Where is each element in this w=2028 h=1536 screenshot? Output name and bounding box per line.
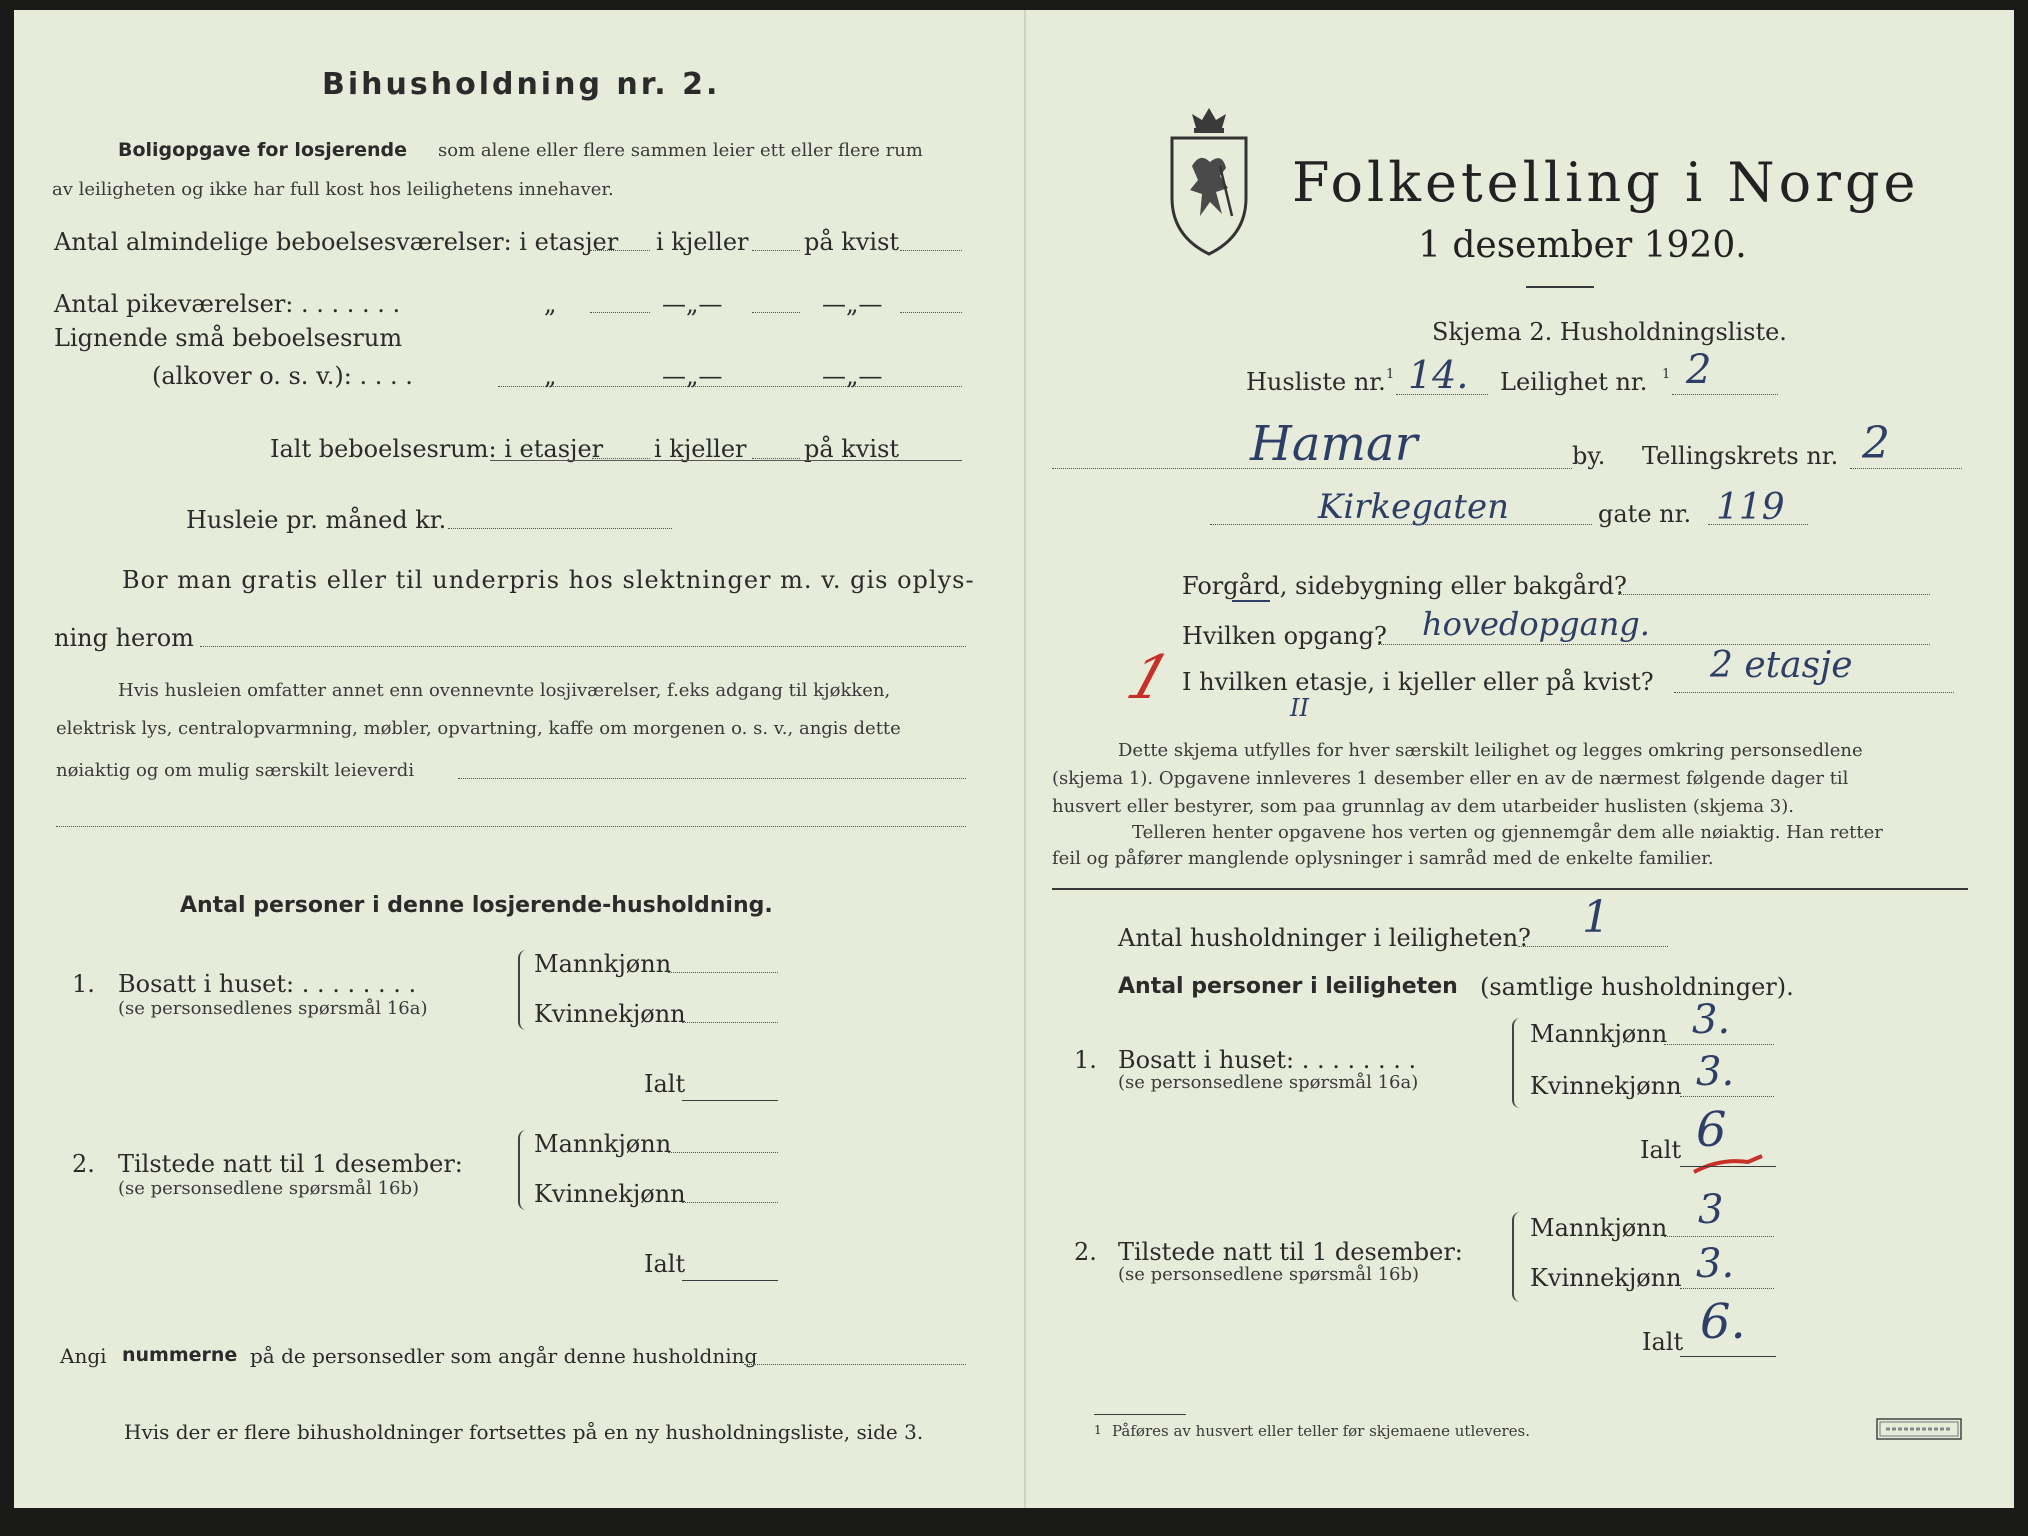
left-q1-label: Bosatt i huset: . . . . . . . . — [118, 970, 417, 998]
gratis-line — [200, 646, 966, 647]
intro-text-1: som alene eller flere sammen leier ett eller flere rum — [438, 140, 923, 161]
lign-ditto-3: —„— — [822, 362, 883, 390]
angi-line — [744, 1364, 966, 1365]
right-q2-num: 2. — [1074, 1238, 1097, 1266]
lign-line — [498, 386, 962, 387]
red-mark: 1 — [1118, 643, 1180, 713]
ialt-line-2 — [752, 458, 800, 459]
title-divider — [1526, 286, 1594, 288]
left-q1-kvinne: Kvinnekjønn — [534, 1000, 686, 1028]
lign-label-2: (alkover o. s. v.): . . . . — [152, 362, 413, 390]
norway-coat-of-arms-icon — [1166, 106, 1252, 258]
pike-line-1 — [590, 312, 650, 313]
right-q2-mann-value: 3 — [1698, 1187, 1724, 1233]
by-value: Hamar — [1250, 416, 1418, 472]
by-line — [1052, 468, 1572, 469]
pike-line-3 — [900, 312, 962, 313]
left-q2-mann-line — [668, 1152, 778, 1153]
etasje-label: I hvilken etasje, i kjeller eller på kvist? — [1182, 668, 1654, 696]
gate-line — [1210, 524, 1592, 525]
hush-value: 1 — [1582, 892, 1610, 943]
left-q1-ialt: Ialt — [644, 1070, 686, 1098]
ialt-underline — [490, 460, 962, 461]
by-label: by. — [1572, 442, 1606, 470]
left-q2-ialt-line — [682, 1280, 778, 1281]
rooms-kjeller-label: i kjeller — [656, 228, 749, 256]
right-q1-brace — [1512, 1018, 1524, 1108]
husliste-sup: 1 — [1386, 367, 1395, 382]
info-text-2: (skjema 1). Opgavene innleveres 1 desember eller en av de nærmest følgende dager til — [1052, 768, 1849, 789]
pike-label: Antal pikeværelser: . . . . . . . — [54, 290, 401, 318]
krets-value: 2 — [1862, 418, 1890, 469]
left-q1-mann: Mannkjønn — [534, 950, 672, 978]
pike-ditto-2: —„— — [662, 290, 723, 318]
husleie-label: Husleie pr. måned kr. — [186, 506, 447, 534]
hvis-text-2: elektrisk lys, centralopvarmning, møbler, opvartning, kaffe om morgenen o. s. v., angis dette — [56, 718, 901, 739]
right-q2-ialt: Ialt — [1642, 1328, 1684, 1356]
ialt-kjeller-label: i kjeller — [654, 435, 747, 463]
hvis-line-2 — [56, 826, 966, 827]
hush-label: Antal husholdninger i leiligheten? — [1118, 924, 1531, 952]
intro-bold: Boligopgave for losjerende — [118, 139, 407, 161]
left-q1-mann-line — [668, 972, 778, 973]
angi-pre: Angi — [60, 1344, 107, 1368]
left-persons-title: Antal personer i denne losjerende-husholdning. — [180, 893, 773, 918]
hush-line — [1518, 946, 1668, 947]
census-date: 1 desember 1920. — [1418, 225, 1747, 266]
left-q2-sub: (se personsedlene spørsmål 16b) — [118, 1178, 420, 1199]
leilighet-label: Leilighet nr. — [1500, 368, 1648, 396]
angi-rest: på de personsedler som angår denne husholdning — [250, 1344, 758, 1368]
footnote-num: 1 — [1094, 1423, 1102, 1437]
info-text-1: Dette skjema utfylles for hver særskilt leilighet og legges omkring personsedlene — [1118, 740, 1863, 761]
rooms-label: Antal almindelige beboelsesværelser: i etasjer — [54, 228, 619, 256]
lign-ditto-2: —„— — [662, 362, 723, 390]
right-q2-ialt-line — [1680, 1356, 1776, 1357]
right-q1-mann: Mannkjønn — [1530, 1020, 1668, 1048]
hvis-text-3: nøiaktig og om mulig særskilt leieverdi — [56, 760, 415, 781]
printer-stamp-icon — [1876, 1418, 1962, 1440]
right-q1-mann-line — [1664, 1044, 1774, 1045]
krets-line — [1850, 468, 1962, 469]
footnote-rule — [1094, 1414, 1186, 1415]
husliste-value: 14. — [1408, 353, 1469, 397]
pike-line-2 — [752, 312, 800, 313]
gratis-text-2: ning herom — [54, 624, 194, 652]
skjema-label: Skjema 2. Husholdningsliste. — [1432, 318, 1787, 346]
info-text-3: husvert eller bestyrer, som paa grunnlag av dem utarbeider huslisten (skjema 3). — [1052, 796, 1794, 817]
gratis-text-1: Bor man gratis eller til underpris hos slektninger m. v. gis oplys- — [122, 566, 975, 594]
right-q2-kvinne-value: 3. — [1696, 1241, 1735, 1287]
left-q2-mann: Mannkjønn — [534, 1130, 672, 1158]
etasje-mark: II — [1290, 694, 1309, 722]
opgang-label: Hvilken opgang? — [1182, 622, 1387, 650]
right-q2-kvinne-line — [1680, 1288, 1774, 1289]
right-q1-ialt-value: 6 — [1696, 1102, 1727, 1158]
right-q2-ialt-value: 6. — [1700, 1294, 1746, 1350]
right-q2-mann-line — [1664, 1236, 1774, 1237]
right-q2-kvinne: Kvinnekjønn — [1530, 1264, 1682, 1292]
ialt-line-1 — [592, 458, 650, 459]
lign-label-1: Lignende små beboelsesrum — [54, 324, 403, 352]
left-q1-sub: (se personsedlenes spørsmål 16a) — [118, 998, 428, 1019]
forgard-line — [1618, 594, 1930, 595]
left-q1-kvinne-line — [682, 1022, 778, 1023]
rooms-etasjer-line — [590, 250, 650, 251]
forgard-underline — [1232, 600, 1270, 602]
pike-ditto: „ — [544, 290, 557, 318]
ialt-label: Ialt beboelsesrum: i etasjer — [270, 435, 604, 463]
right-q1-num: 1. — [1074, 1046, 1097, 1074]
page-fold — [1024, 10, 1026, 1508]
info-text-4: Telleren henter opgavene hos verten og gjennemgår dem alle nøiaktig. Han retter — [1132, 822, 1883, 843]
left-q2-ialt: Ialt — [644, 1250, 686, 1278]
hvis-text-1: Hvis husleien omfatter annet enn ovennevnte losjiværelser, f.eks adgang til kjøkken, — [118, 680, 891, 701]
gate-value: Kirkegaten — [1318, 487, 1509, 527]
right-q1-mann-value: 3. — [1692, 997, 1731, 1043]
angi-bold: nummerne — [122, 1344, 238, 1366]
forgard-label: Forgård, sidebygning eller bakgård? — [1182, 572, 1627, 600]
hvis-line-1 — [458, 778, 966, 779]
main-title: Folketelling i Norge — [1292, 151, 1920, 214]
right-q1-sub: (se personsedlene spørsmål 16a) — [1118, 1072, 1419, 1093]
rooms-kvist-line — [900, 250, 962, 251]
krets-label: Tellingskrets nr. — [1642, 442, 1839, 470]
husleie-line — [448, 528, 672, 529]
gate-nr-value: 119 — [1716, 487, 1785, 528]
right-q1-ialt-line — [1680, 1166, 1776, 1167]
left-q2-brace — [518, 1130, 530, 1210]
right-persons-bold: Antal personer i leiligheten — [1118, 974, 1458, 999]
leilighet-sup: 1 — [1662, 367, 1671, 382]
right-q1-ialt: Ialt — [1640, 1136, 1682, 1164]
left-q2-label: Tilstede natt til 1 desember: — [118, 1150, 463, 1178]
right-q2-brace — [1512, 1212, 1524, 1302]
rooms-kvist-label: på kvist — [804, 228, 900, 256]
left-q1-num: 1. — [72, 970, 95, 998]
info-text-5: feil og påfører manglende oplysninger i samråd med de enkelte familier. — [1052, 848, 1714, 869]
red-correction-mark-icon — [1690, 1150, 1770, 1180]
left-q2-kvinne-line — [682, 1202, 778, 1203]
right-q1-kvinne-value: 3. — [1696, 1049, 1735, 1095]
right-q1-kvinne: Kvinnekjønn — [1530, 1072, 1682, 1100]
right-persons-rest: (samtlige husholdninger). — [1480, 973, 1794, 1001]
husliste-label: Husliste nr. — [1246, 368, 1386, 396]
ialt-kvist-label: på kvist — [804, 435, 900, 463]
leilighet-line — [1672, 394, 1778, 395]
intro-text-2: av leiligheten og ikke har full kost hos leilighetens innehaver. — [52, 179, 614, 200]
right-q1-label: Bosatt i huset: . . . . . . . . — [1118, 1046, 1417, 1074]
opgang-value: hovedopgang. — [1422, 605, 1650, 643]
left-q1-ialt-line — [682, 1100, 778, 1101]
pike-ditto-3: —„— — [822, 290, 883, 318]
rooms-kjeller-line — [752, 250, 800, 251]
etasje-line — [1674, 692, 1954, 693]
leilighet-value: 2 — [1686, 347, 1712, 393]
gate-nr-line — [1708, 524, 1808, 525]
bihusholdning-title: Bihusholdning nr. 2. — [322, 67, 721, 102]
gate-label: gate nr. — [1598, 500, 1692, 528]
footnote-text: Påføres av husvert eller teller før skjemaene utleveres. — [1112, 1422, 1530, 1440]
right-q2-mann: Mannkjønn — [1530, 1214, 1668, 1242]
left-q1-brace — [518, 950, 530, 1030]
right-q1-kvinne-line — [1680, 1096, 1774, 1097]
right-q2-label: Tilstede natt til 1 desember: — [1118, 1238, 1463, 1266]
info-divider — [1052, 888, 1968, 890]
lign-ditto: „ — [544, 362, 557, 390]
left-q2-kvinne: Kvinnekjønn — [534, 1180, 686, 1208]
left-footer: Hvis der er flere bihusholdninger fortsettes på en ny husholdningsliste, side 3. — [124, 1420, 924, 1444]
left-q2-num: 2. — [72, 1150, 95, 1178]
etasje-value: 2 etasje — [1710, 645, 1853, 686]
husliste-line — [1396, 394, 1488, 395]
right-q2-sub: (se personsedlene spørsmål 16b) — [1118, 1264, 1420, 1285]
